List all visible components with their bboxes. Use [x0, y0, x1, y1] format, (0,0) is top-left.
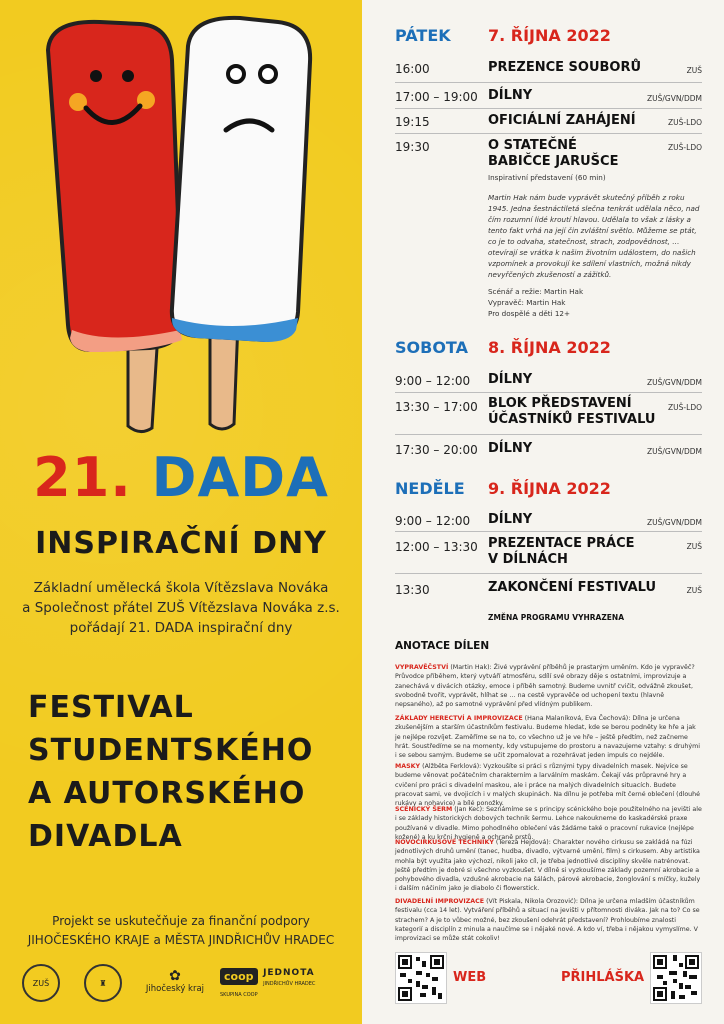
workshop-text: (Vít Piskala, Nikola Orozović): Dílna je určena mladším účastníkům festivalu (cca 14 let). Vytváření příběhů a situací na jevišti v přítomnosti diváka. Jak na to? Co se strachem? A je to vůbec možné, bez zkoušení odehrát představení? Prohloubíme znalosti kategorií a disciplín z minula a naučíme se i nějaké nové. A kdo ví, třeba i nějakou vymyslíme. V improvizaci se může stát cokoliv!	[395, 898, 700, 943]
logo-text: Jihočeský kraj	[145, 984, 205, 994]
time: 9:00 – 12:00	[395, 374, 471, 388]
venue-tag: ZUŠ/GVN/DDM	[646, 378, 702, 387]
time: 13:30	[395, 583, 430, 597]
organizers-text	[0, 578, 362, 638]
event-title: DÍLNY	[488, 441, 533, 456]
event-number: 21.	[33, 446, 132, 509]
festival-line: STUDENTSKÉHO	[28, 733, 314, 768]
event-title: DÍLNY	[488, 88, 533, 103]
venue-tag: ZUŠ-LDO	[668, 403, 702, 412]
event-headline	[0, 446, 362, 509]
support-text	[0, 912, 362, 950]
venue-tag: ZUŠ	[686, 542, 702, 551]
time: 17:00 – 19:00	[395, 90, 478, 104]
venue-tag: ZUŠ-LDO	[668, 143, 702, 152]
support-line: JIHOČESKÉHO KRAJE a MĚSTA JINDŘICHŮV HRADEC	[27, 933, 335, 947]
workshop-name: VYPRAVĚČSTVÍ	[395, 664, 449, 671]
coop-wordmark: coop	[220, 968, 258, 985]
event-title: DÍLNY	[488, 512, 533, 527]
school-seal-logo: ZUŠ	[22, 964, 60, 1002]
workshop-name: ZÁKLADY HERECTVÍ A IMPROVIZACE	[395, 715, 523, 722]
workshop-annotation	[395, 762, 702, 808]
venue-tag: ZUŠ	[686, 586, 702, 595]
divider	[395, 108, 702, 109]
divider	[395, 531, 702, 532]
workshop-name: NOVOCIRKUSOVÉ TECHNIKY	[395, 839, 494, 846]
event-title-line: V DÍLNÁCH	[488, 552, 568, 567]
signup-link[interactable]: PŘIHLÁŠKA	[561, 970, 645, 985]
workshop-annotation	[395, 663, 702, 709]
time: 9:00 – 12:00	[395, 514, 471, 528]
web-link[interactable]: WEB	[453, 970, 487, 985]
sponsor-logos	[22, 962, 342, 1012]
venue-tag: ZUŠ-LDO	[668, 118, 702, 127]
workshop-name: MASKY	[395, 763, 421, 770]
annotations-title: ANOTACE DÍLEN	[395, 640, 490, 652]
workshop-text: (Alžběta Ferklová): Vyzkoušíte si práci s různými typy divadelních masek. Nejvíce se budeme věnovat počátečním charakterním a larválním maskám. Čekají vás průpravné hry a cvičení pro práci s divadelní maskou, ale i práce na malých divadelních situacích. Budete pracovat sami, ve dvojicích i v malých skupinách. Na dílnu je potřeba mít černé oblečení (dlouhé rukávy a nohavice) a bílé ponožky.	[395, 763, 701, 808]
event-title: PREZENCE SOUBORŮ	[488, 60, 642, 75]
organizer-line: Základní umělecká škola Vítězslava Nováka	[33, 580, 329, 596]
event-subtitle: INSPIRAČNÍ DNY	[35, 526, 327, 561]
logo-text: JEDNOTA	[263, 968, 315, 978]
divider	[395, 573, 702, 574]
time: 19:30	[395, 140, 430, 154]
workshop-annotation	[395, 805, 702, 842]
popsicles-illustration	[0, 0, 362, 440]
workshop-text: (Hana Malaníková, Eva Čechová): Dílna je určena zkušenějším a starším účastníkům festivalu. Budeme hledat, kde se berou podněty ke hře a jak je nejlépe rozvíjet. Zaměříme se na to, co všechno už je ve hře – ještě předtím, než začneme hrát. Soustředíme se na momenty, kdy vstupujeme do prostoru a navazujeme vztahy: s druhými i se sebou samým. Budeme se učit zpomalovat a rozehrávat jeden impuls co nejdéle.	[395, 715, 700, 760]
logo-text: SKUPINA COOP	[220, 992, 258, 998]
time: 17:30 – 20:00	[395, 443, 478, 457]
credit-line: Scénář a režie: Martin Hak	[488, 287, 584, 296]
event-note: Inspirativní představení (60 min)	[488, 173, 606, 182]
event-title-line: BABIČCE JARUŠCE	[488, 154, 619, 169]
divider	[395, 434, 702, 435]
festival-line: DIVADLA	[28, 819, 183, 854]
signup-qr-code[interactable]	[650, 952, 702, 1004]
workshop-text: (Martin Hak): Živé vyprávění příběhů je prastarým uměním. Kdo je vypravěč? Průvodce příběhem, který vytváří atmosféru, sdílí své obrazy děje s ostatními, improvizuje a zanechává v divácích otázky, emoce i příběh samotný. Budeme uvnitř cvičit, odvážně zkoušet, svobodně tvořit, vyprávět, hlíhat se … na cestě vypravěče od uchopení textu (hlavně nepsaného), až po samotné vyprávění před vlídným publikem.	[395, 664, 695, 709]
date-sunday: 9. ŘÍJNA 2022	[488, 479, 611, 498]
venue-tag: ZUŠ/GVN/DDM	[646, 447, 702, 456]
coop-jednota-logo	[220, 968, 340, 998]
festival-line: FESTIVAL	[28, 690, 194, 725]
credit-line: Pro dospělé a děti 12+	[488, 309, 571, 318]
date-saturday: 8. ŘÍJNA 2022	[488, 338, 611, 357]
day-sunday: NEDĚLE	[395, 479, 465, 498]
organizer-line: pořádají 21. DADA inspirační dny	[69, 620, 293, 636]
event-title	[488, 536, 635, 568]
date-friday: 7. ŘÍJNA 2022	[488, 26, 611, 45]
festival-line: A AUTORSKÉHO	[28, 776, 306, 811]
event-title	[488, 138, 618, 170]
event-description: Martin Hak nám bude vyprávět skutečný příběh z roku 1945. Jedna šestnáctiletá slečna tenkrát udělala něco, nad čím rozumní lidé kroutí hlavou. Udělala to však z lásky a tento fakt vrhá na její čin zvláštní světlo. Můžeme se ptát, co je to odvaha, statečnost, strach, zodpovědnost, … otevírají se vrátka k našim životním událostem, do našich vzpomínek a provokují ke sdílení vlastních, možná nikdy nevyřčených zkušeností a zážitků.	[488, 193, 700, 279]
event-title: DÍLNY	[488, 372, 533, 387]
workshop-text: (Jan Kec): Seznámíme se s principy scénického boje použitelného na jevišti ale i se základy historických dobových technik šermu. Lehce nakoukneme do kaskadérské praxe používané v divadle. Mimo pohodlného oblečení vás žádáme také o pracovní rukavice (nejlépe kožené) a ku krčni hygieně a ochraně prstů.	[395, 806, 702, 841]
workshop-name: SCÉNICKÝ ŠERM	[395, 806, 453, 813]
event-title: OFICIÁLNÍ ZAHÁJENÍ	[488, 113, 636, 128]
workshop-annotation	[395, 714, 702, 760]
event-title-line: BLOK PŘEDSTAVENÍ	[488, 396, 632, 411]
divider	[395, 392, 702, 393]
festival-title	[28, 686, 313, 858]
event-title-line: O STATEČNÉ	[488, 138, 577, 153]
program-changes-note: ZMĚNA PROGRAMU VYHRAZENA	[488, 613, 624, 622]
workshop-text: (Tereza Hejdová): Charakter nového cirkusu se zakládá na fúzi jednotlivých druhů umění (tanec, hudba, divadlo, výtvarné umění, film) s cirkusem. Aby artistika mohla být využita jako výchozí, nikoli jako cíl, je třeba jednotlivé disciplíny skvěle natrénovat. Ještě předtím je dobré si všechno vyzkoušet. V dílně si vyzkoušíme základy pozemní akrobacie a pohybového divadla, vzdušné akrobacie na šálách, párové akrobacie, žonglování s míčky, kužely i dalším náčiním jako je diabolo či flowerstick.	[395, 839, 701, 893]
event-title-line: PREZENTACE PRÁCE	[488, 536, 635, 551]
organizer-line: a Společnost přátel ZUŠ Vítězslava Nováka z.s.	[22, 600, 340, 616]
logo-text: JINDŘICHŮV HRADEC	[263, 981, 316, 987]
divider	[395, 82, 702, 83]
workshop-annotation	[395, 838, 702, 894]
workshop-annotation	[395, 897, 702, 943]
day-friday: PÁTEK	[395, 26, 451, 45]
web-qr-code[interactable]	[395, 952, 447, 1004]
credit-line: Vypravěč: Martin Hak	[488, 298, 566, 307]
venue-tag: ZUŠ	[686, 66, 702, 75]
event-title: ZAKONČENÍ FESTIVALU	[488, 580, 657, 595]
support-line: Projekt se uskutečňuje za finanční podpory	[52, 914, 310, 928]
time: 13:30 – 17:00	[395, 400, 478, 414]
jihocesky-kraj-logo: ✿ Jihočeský kraj	[140, 968, 210, 994]
time: 19:15	[395, 115, 430, 129]
event-title	[488, 396, 655, 428]
town-crest-logo: ♜	[84, 964, 122, 1002]
event-credits	[488, 286, 702, 319]
day-saturday: SOBOTA	[395, 338, 468, 357]
time: 12:00 – 13:30	[395, 540, 478, 554]
event-title-line: ÚČASTNÍKŮ FESTIVALU	[488, 412, 656, 427]
venue-tag: ZUŠ/GVN/DDM	[646, 518, 702, 527]
time: 16:00	[395, 62, 430, 76]
event-name: DADA	[151, 446, 329, 509]
venue-tag: ZUŠ/GVN/DDM	[646, 94, 702, 103]
divider	[395, 133, 702, 134]
workshop-name: DIVADELNÍ IMPROVIZACE	[395, 898, 485, 905]
